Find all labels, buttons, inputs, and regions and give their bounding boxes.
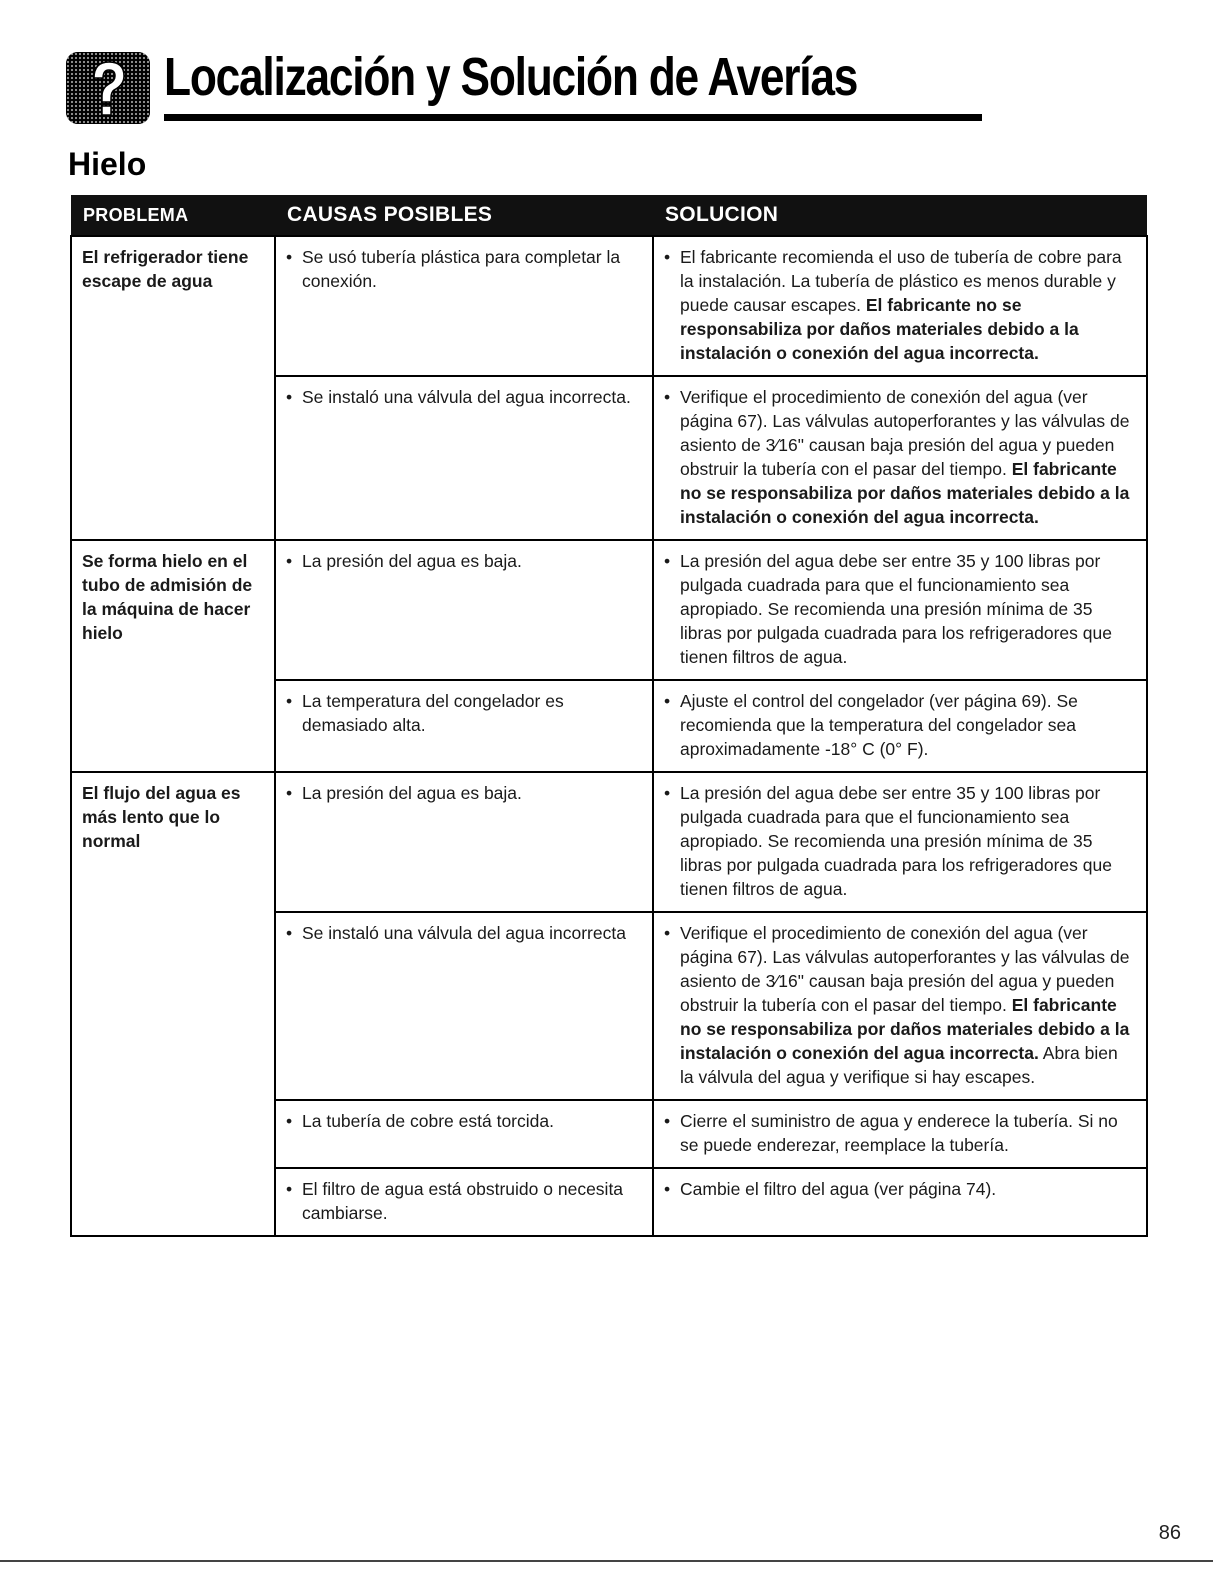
cause-text: • Se instaló una válvula del agua incorrecta: [286, 921, 642, 945]
solution-text: [664, 385, 1136, 529]
solution-plain: Verifique el procedimiento de conexión del agua (ver página 67). Las válvulas autoperforantes y las válvulas de asiento de 3⁄16" causan baja presión del agua y pueden obstruir la tubería con el pasar del tiempo.: [680, 923, 1130, 1015]
cause-text: • El filtro de agua está obstruido o necesita cambiarse.: [286, 1177, 642, 1225]
cause-text: • La tubería de cobre está torcida.: [286, 1109, 642, 1133]
column-header-causes: CAUSAS POSIBLES: [275, 195, 653, 236]
solution-followup: Abra bien la válvula del agua y verifique si hay escapes.: [680, 1043, 1118, 1087]
table-row: [71, 236, 1147, 376]
cause-cell: [275, 680, 653, 772]
cause-text: • La temperatura del congelador es demasiado alta.: [286, 689, 642, 737]
solution-text: [664, 245, 1136, 365]
page-title: Localización y Solución de Averías: [164, 47, 858, 107]
solution-cell: [653, 376, 1147, 540]
problem-cell: Se forma hielo en el tubo de admisión de la máquina de hacer hielo: [71, 540, 275, 772]
solution-text: • La presión del agua debe ser entre 35 y 100 libras por pulgada cuadrada para que el funcionamiento sea apropiado. Se recomienda una presión mínima de 35 libras por pulgada cuadrada para los refrigeradores que tienen filtros de agua.: [664, 781, 1136, 901]
solution-cell: [653, 540, 1147, 680]
solution-cell: [653, 1168, 1147, 1236]
solution-cell: [653, 1100, 1147, 1168]
solution-text: • Cambie el filtro del agua (ver página 74).: [664, 1177, 1136, 1201]
solution-text: • La presión del agua debe ser entre 35 y 100 libras por pulgada cuadrada para que el funcionamiento sea apropiado. Se recomienda una presión mínima de 35 libras por pulgada cuadrada para los refrigeradores que tienen filtros de agua.: [664, 549, 1136, 669]
table-row: [71, 772, 1147, 912]
solution-text: [664, 921, 1136, 1089]
title-underline: [164, 114, 982, 121]
footer-rule: [0, 1560, 1213, 1562]
cause-cell: [275, 236, 653, 376]
solution-plain: Verifique el procedimiento de conexión del agua (ver página 67). Las válvulas autoperforantes y las válvulas de asiento de 3⁄16" causan baja presión del agua y pueden obstruir la tubería con el pasar del tiempo.: [680, 387, 1130, 479]
problem-cell: El flujo del agua es más lento que lo normal: [71, 772, 275, 1236]
cause-cell: [275, 912, 653, 1100]
cause-text: • La presión del agua es baja.: [286, 549, 642, 573]
solution-text: • Ajuste el control del congelador (ver página 69). Se recomienda que la temperatura del congelador sea aproximadamente -18° C (0° F).: [664, 689, 1136, 761]
cause-cell: [275, 376, 653, 540]
table-header-row: [71, 195, 1147, 236]
solution-cell: [653, 772, 1147, 912]
solution-cell: [653, 912, 1147, 1100]
cause-text: • Se instaló una válvula del agua incorrecta.: [286, 385, 642, 409]
column-header-problem: PROBLEMA: [71, 195, 275, 236]
page-number: 86: [1158, 1522, 1181, 1544]
column-header-solution: SOLUCION: [653, 195, 1147, 236]
solution-warning: El fabricante no se responsabiliza por daños materiales debido a la instalación o conexión del agua incorrecta.: [680, 459, 1130, 527]
cause-text: • Se usó tubería plástica para completar la conexión.: [286, 245, 642, 293]
solution-warning: El fabricante no se responsabiliza por daños materiales debido a la instalación o conexión del agua incorrecta.: [680, 295, 1079, 363]
cause-cell: [275, 772, 653, 912]
page-header: [64, 40, 924, 130]
section-heading: Hielo: [68, 146, 147, 182]
table-row: [71, 540, 1147, 680]
solution-cell: [653, 236, 1147, 376]
cause-cell: [275, 540, 653, 680]
solution-cell: [653, 680, 1147, 772]
problem-cell: El refrigerador tiene escape de agua: [71, 236, 275, 540]
question-mark-icon: [66, 52, 150, 124]
solution-text: • Cierre el suministro de agua y enderece la tubería. Si no se puede enderezar, reemplace la tubería.: [664, 1109, 1136, 1157]
cause-text: • La presión del agua es baja.: [286, 781, 642, 805]
troubleshooting-table: [70, 195, 1148, 1237]
solution-plain: El fabricante recomienda el uso de tubería de cobre para la instalación. La tubería de plástico es menos durable y puede causar escapes.: [680, 247, 1122, 315]
cause-cell: [275, 1168, 653, 1236]
solution-warning: El fabricante no se responsabiliza por daños materiales debido a la instalación o conexión del agua incorrecta.: [680, 995, 1130, 1063]
cause-cell: [275, 1100, 653, 1168]
